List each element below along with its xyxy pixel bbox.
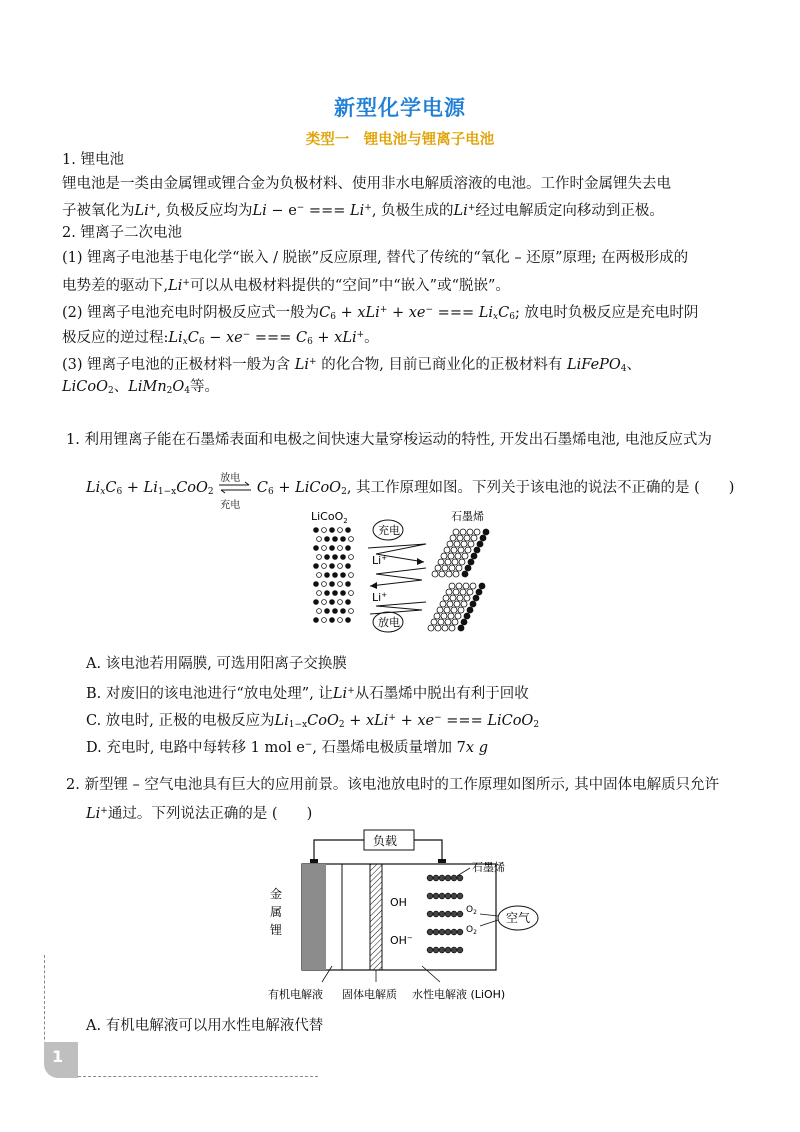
graphene-atom: [446, 589, 452, 595]
text-span: (3) 锂离子电池的正极材料一般为含: [62, 357, 291, 373]
lattice-atom: [341, 609, 346, 614]
lattice-atom: [330, 600, 335, 605]
lithium-atom: [461, 619, 467, 625]
graphene-atom: [445, 619, 451, 625]
graphene-electrode-atom: [451, 875, 457, 881]
lithium-atom: [479, 583, 485, 589]
figure-charge-label: 充电: [378, 524, 400, 537]
graphene-electrode-atom: [457, 911, 463, 917]
question-1-stem: 1. 利用锂离子能在石墨烯表面和电极之间快速大量穿梭运动的特性, 开发出石墨烯电池, 电池反应式为: [66, 432, 712, 448]
lattice-atom: [322, 582, 327, 587]
graphene-electrode-atom: [445, 893, 451, 899]
terminal: [310, 859, 318, 863]
lattice-atom: [333, 591, 338, 596]
arrow-head-icon: [370, 582, 377, 589]
lattice-atom: [322, 564, 327, 569]
graphene-electrode-atom: [427, 947, 433, 953]
lattice-atom: [317, 591, 322, 596]
lattice-atom: [349, 609, 354, 614]
paragraph-line: 子被氧化为Li+, 负极反应均为Li − e− === Li+, 负极生成的Li+经过电解质定向移动到正极。: [62, 203, 664, 219]
graphene-atom: [438, 619, 444, 625]
graphene-atom: [449, 583, 455, 589]
paragraph-line: 电势差的驱动下,Li+可以从电极材料提供的“空间”中“嵌入”或“脱嵌”。: [62, 278, 510, 294]
lattice-atom: [314, 582, 319, 587]
lattice-atom: [338, 618, 343, 623]
lattice-atom: [341, 537, 346, 542]
option-text: 该电池若用隔膜, 可选用阳离子交换膜: [105, 656, 347, 672]
lithium-air-battery-figure: [262, 826, 562, 1006]
graphene-electrode-atom: [451, 893, 457, 899]
graphene-atom: [455, 553, 461, 559]
lattice-atom: [349, 573, 354, 578]
lattice-atom: [322, 546, 327, 551]
lattice-atom: [314, 600, 319, 605]
question-1-option-c[interactable]: C. 放电时, 正极的电极反应为$Li_{1-x}CoO_2 + xLi^+ + xe^-$ === LiCoO$_2$: [86, 713, 540, 730]
option-text: 放电时, 正极的电极反应为: [105, 713, 275, 729]
lattice-atom: [349, 591, 354, 596]
graphene-atom: [467, 589, 473, 595]
text-span: 。: [364, 330, 379, 346]
lattice-atom: [338, 528, 343, 533]
text-span: 电势差的驱动下,: [62, 278, 169, 294]
graphene-electrode-atom: [427, 875, 433, 881]
graphene-atom: [460, 529, 466, 535]
charge-label: 充电: [220, 500, 241, 511]
graphene-atom: [454, 601, 460, 607]
question-2-option-a[interactable]: [86, 1014, 323, 1038]
lattice-atom: [341, 573, 346, 578]
lattice-atom: [333, 537, 338, 542]
lattice-atom: [341, 555, 346, 560]
lattice-atom: [346, 600, 351, 605]
option-text: 对废旧的该电池进行“放电处理”, 让: [105, 686, 333, 702]
oh-minus-label: OH−: [390, 934, 413, 947]
graphene-atom: [457, 535, 463, 541]
wire: [414, 840, 442, 862]
graphene-electrode-atom: [457, 893, 463, 899]
text-span: , 负极生成的: [371, 203, 454, 219]
lithium-atom: [458, 625, 464, 631]
page-number: 1: [52, 1047, 64, 1066]
question-1-equation: $Li_xC_6 + Li_{1-x}CoO_2$ 放电 充电 $C_6$ + LiCoO$_2$, 其工作原理如图。下列关于该电池的说法不正确的是 ( ): [86, 476, 776, 504]
graphene-atom: [467, 529, 473, 535]
lithium-atom: [477, 541, 483, 547]
graphene-electrode-atom: [457, 929, 463, 935]
graphene-electrode-atom: [439, 893, 445, 899]
lattice-atom: [325, 609, 330, 614]
graphene-atom: [441, 553, 447, 559]
graphene-atom: [444, 547, 450, 553]
lattice-atom: [325, 555, 330, 560]
lattice-atom: [314, 528, 319, 533]
graphene-atom: [437, 607, 443, 613]
footer-dashed-line: [78, 1076, 318, 1077]
lattice-atom: [341, 591, 346, 596]
option-letter: D.: [86, 740, 102, 756]
graphene-atom: [446, 571, 452, 577]
lattice-atom: [325, 537, 330, 542]
question-1-option-b[interactable]: B. 对废旧的该电池进行“放电处理”, 让Li+从石墨烯中脱出有利于回收: [86, 686, 529, 702]
metal-li-label: 金: [270, 887, 283, 901]
lattice-atom: [346, 582, 351, 587]
lattice-atom: [314, 546, 319, 551]
lattice-atom: [346, 528, 351, 533]
paragraph-line: (2) 锂离子电池充电时阴极反应式一般为$C_6 + xLi^+ + xe^-$ === $Li_xC_6$; 放电时负极反应是充电时阴: [62, 305, 699, 322]
graphene-atom: [455, 613, 461, 619]
o2-label: $O_2$: [466, 925, 477, 936]
graphene-electrode-atom: [451, 929, 457, 935]
text-span: ; 放电时负极反应是充电时阴: [514, 305, 699, 321]
graphene-atom: [464, 595, 470, 601]
lithium-atom: [480, 535, 486, 541]
zigzag-path: [370, 568, 426, 586]
option-letter: C.: [86, 713, 102, 729]
graphene-atom: [449, 565, 455, 571]
solid-electrolyte: [370, 864, 382, 970]
graphene-battery-figure: [306, 506, 506, 638]
option-text: 有机电解液可以用水性电解液代替: [105, 1018, 324, 1034]
lithium-atom: [462, 571, 468, 577]
graphene-atom: [441, 613, 447, 619]
lattice-atom: [325, 573, 330, 578]
graphene-electrode-atom: [445, 875, 451, 881]
graphene-atom: [464, 535, 470, 541]
graphene-electrode-atom: [451, 911, 457, 917]
graphene-electrode-atom: [445, 947, 451, 953]
question-1-option-d[interactable]: D. 充电时, 电路中每转移 1 mol e−, 石墨烯电极质量增加 7x g: [86, 740, 488, 756]
lattice-atom: [330, 546, 335, 551]
lattice-atom: [349, 555, 354, 560]
heading-lithium-battery: 1. 锂电池: [62, 152, 124, 168]
graphene-atom: [468, 541, 474, 547]
o2-label: $O_2$: [466, 905, 477, 916]
margin-dashed-line: [44, 955, 45, 1055]
metal-lithium-electrode: [302, 864, 326, 970]
text-span: 、: [113, 379, 129, 395]
question-2-stem-cont: Li+通过。下列说法正确的是 ( ): [86, 806, 313, 822]
lithium-atom: [465, 565, 471, 571]
page-title: 新型化学电源: [334, 96, 466, 120]
lattice-atom: [330, 618, 335, 623]
lattice-atom: [338, 564, 343, 569]
graphene-atom: [445, 559, 451, 565]
li-ion-label: Li+: [372, 591, 388, 604]
graphene-electrode-atom: [433, 893, 439, 899]
graphene-atom: [450, 595, 456, 601]
option-text: 从石墨烯中脱出有利于回收: [354, 686, 529, 702]
load-label: 负载: [373, 834, 398, 848]
question-2-stem: 2. 新型锂 – 空气电池具有巨大的应用前景。该电池放电时的工作原理如图所示, 其中固体电解质只允许: [66, 777, 720, 793]
lattice-atom: [349, 537, 354, 542]
graphene-atom: [428, 625, 434, 631]
graphene-atom: [453, 589, 459, 595]
graphene-electrode-atom: [457, 947, 463, 953]
graphene-atom: [443, 595, 449, 601]
lattice-atom: [317, 555, 322, 560]
question-1-option-a[interactable]: [86, 652, 347, 676]
graphene-atom: [440, 601, 446, 607]
lattice-atom: [317, 609, 322, 614]
graphene-atom: [461, 541, 467, 547]
graphene-atom: [444, 607, 450, 613]
paragraph-line: 极反应的逆过程$:Li_xC_6 - xe^-$ === $C_6 + xLi^+$。: [62, 330, 379, 347]
graphene-electrode-atom: [451, 947, 457, 953]
arrow-head-icon: [417, 558, 424, 565]
graphene-atom: [442, 625, 448, 631]
lattice-atom: [338, 600, 343, 605]
graphene-electrode-atom: [457, 875, 463, 881]
graphene-atom: [458, 547, 464, 553]
graphene-electrode-atom: [433, 929, 439, 935]
lattice-atom: [325, 591, 330, 596]
text-span: 、: [626, 357, 642, 373]
lattice-atom: [322, 618, 327, 623]
text-span: 经过电解质定向移动到正极。: [475, 203, 664, 219]
graphene-atom: [435, 625, 441, 631]
solid-electrolyte-label: 固体电解质: [342, 988, 397, 1001]
paragraph-line: (1) 锂离子电池基于电化学“嵌入 / 脱嵌”反应原理, 替代了传统的“氧化 – 还原”原理; 在两极形成的: [62, 250, 689, 266]
graphene-atom: [461, 601, 467, 607]
paragraph-line: LiCoO$_2$、$LiMn_2O_4$等。: [62, 379, 220, 396]
aqueous-electrolyte-label: 水性电解液 (LiOH): [412, 988, 506, 1001]
metal-li-label: 属: [270, 905, 283, 919]
graphene-lattice: [428, 529, 489, 631]
licoo2-lattice: [314, 528, 354, 623]
lithium-atom: [468, 559, 474, 565]
graphene-atom: [456, 583, 462, 589]
graphene-electrode-atom: [439, 875, 445, 881]
wire: [314, 840, 364, 862]
paragraph-line: 锂电池是一类由金属锂或锂合金为负极材料、使用非水电解质溶液的电池。工作时金属锂失去电: [62, 176, 671, 192]
graphene-atom: [463, 583, 469, 589]
oh-label: OH: [390, 896, 407, 909]
lithium-atom: [471, 553, 477, 559]
graphene-atom: [449, 625, 455, 631]
text-span: , 负极反应均为: [156, 203, 253, 219]
option-letter: A.: [86, 656, 102, 672]
section-subtitle: 类型一 锂电池与锂离子电池: [305, 132, 495, 148]
graphene-atom: [465, 547, 471, 553]
graphene-atom: [431, 619, 437, 625]
graphene-atom: [451, 607, 457, 613]
lattice-atom: [330, 528, 335, 533]
lattice-atom: [338, 582, 343, 587]
lattice-atom: [314, 564, 319, 569]
graphene-electrode-atom: [445, 911, 451, 917]
paragraph-line: (3) 锂离子电池的正极材料一般为含 Li+ 的化合物, 目前已商业化的正极材料有 LiFePO$_4$、: [62, 357, 642, 374]
graphene-atom: [435, 565, 441, 571]
equilibrium-arrow-icon: [218, 481, 252, 495]
lattice-atom: [346, 546, 351, 551]
graphene-electrode-atom: [427, 893, 433, 899]
lattice-atom: [333, 555, 338, 560]
text-span: 等。: [190, 379, 220, 395]
text-span: 极反应的逆过程:: [62, 330, 169, 346]
graphene-electrode-atom: [439, 947, 445, 953]
option-letter: A.: [86, 1018, 102, 1034]
figure-label-graphene: 石墨烯: [451, 510, 484, 523]
lattice-atom: [333, 609, 338, 614]
heading-li-ion-battery: 2. 锂离子二次电池: [62, 225, 182, 241]
terminal: [438, 859, 446, 863]
lithium-atom: [474, 547, 480, 553]
graphene-atom: [456, 565, 462, 571]
graphene-atom: [458, 607, 464, 613]
lattice-atom: [346, 618, 351, 623]
graphene-electrode-atom: [433, 875, 439, 881]
lattice-atom: [346, 564, 351, 569]
lattice-atom: [333, 573, 338, 578]
text-span: (2) 锂离子电池充电时阴极反应式一般为: [62, 305, 320, 321]
graphene-atom: [450, 535, 456, 541]
lithium-atom: [467, 607, 473, 613]
graphene-atom: [439, 571, 445, 577]
graphene-electrode-atom: [439, 911, 445, 917]
graphene-atom: [442, 565, 448, 571]
air-label: 空气: [506, 911, 531, 925]
figure-discharge-label: 放电: [378, 616, 400, 629]
graphene-atom: [438, 559, 444, 565]
graphene-atom: [447, 601, 453, 607]
li-ion-label: Li+: [372, 554, 388, 567]
graphene-atom: [470, 583, 476, 589]
graphene-atom: [453, 529, 459, 535]
graphene-atom: [448, 613, 454, 619]
text-span: 可以从电极材料提供的“空间”中“嵌入”或“脱嵌”。: [189, 278, 510, 294]
graphene-atom: [451, 547, 457, 553]
graphene-electrode-atom: [445, 929, 451, 935]
text-span: 子被氧化为: [62, 203, 135, 219]
graphene-atom: [453, 571, 459, 577]
graphene-atom: [462, 553, 468, 559]
organic-electrolyte-label: 有机电解液: [268, 988, 323, 1001]
text-span: 通过。下列说法正确的是 ( ): [107, 806, 313, 822]
lattice-atom: [330, 582, 335, 587]
graphene-atom: [457, 595, 463, 601]
option-text: 充电时, 电路中每转移 1 mol e: [106, 740, 305, 756]
graphene-atom: [454, 541, 460, 547]
graphene-atom: [434, 613, 440, 619]
graphene-electrode-atom: [427, 929, 433, 935]
cell-container: [302, 864, 496, 970]
lithium-atom: [483, 529, 489, 535]
lithium-atom: [464, 613, 470, 619]
graphene-electrode-atom: [433, 947, 439, 953]
lattice-atom: [330, 564, 335, 569]
option-letter: B.: [86, 686, 102, 702]
graphene-atom: [452, 559, 458, 565]
text-span: , 其工作原理如图。下列关于该电池的说法不正确的是 ( ): [346, 480, 735, 496]
lattice-atom: [317, 573, 322, 578]
graphene-atom: [471, 535, 477, 541]
figure-label-licoo2: LiCoO$_2$: [311, 510, 348, 525]
lattice-atom: [338, 546, 343, 551]
reversible-arrow: [218, 473, 252, 511]
lattice-atom: [314, 618, 319, 623]
graphene-atom: [459, 559, 465, 565]
metal-li-label: 锂: [270, 923, 283, 937]
text-span: 的化合物, 目前已商业化的正极材料有: [321, 357, 563, 373]
lattice-atom: [322, 600, 327, 605]
graphene-atom: [432, 571, 438, 577]
lattice-atom: [317, 537, 322, 542]
graphene-atom: [448, 553, 454, 559]
lattice-atom: [322, 528, 327, 533]
option-text: , 石墨烯电极质量增加 7: [312, 740, 466, 756]
lithium-atom: [470, 601, 476, 607]
discharge-label: 放电: [220, 473, 241, 484]
graphene-electrode-atom: [439, 929, 445, 935]
graphene-electrode-atom: [433, 911, 439, 917]
graphene-atom: [460, 589, 466, 595]
lithium-atom: [473, 595, 479, 601]
graphene-electrode-atom: [427, 911, 433, 917]
graphene-label: 石墨烯: [472, 861, 505, 874]
graphene-atom: [447, 541, 453, 547]
lithium-atom: [476, 589, 482, 595]
graphene-atom: [452, 619, 458, 625]
graphene-atom: [474, 529, 480, 535]
